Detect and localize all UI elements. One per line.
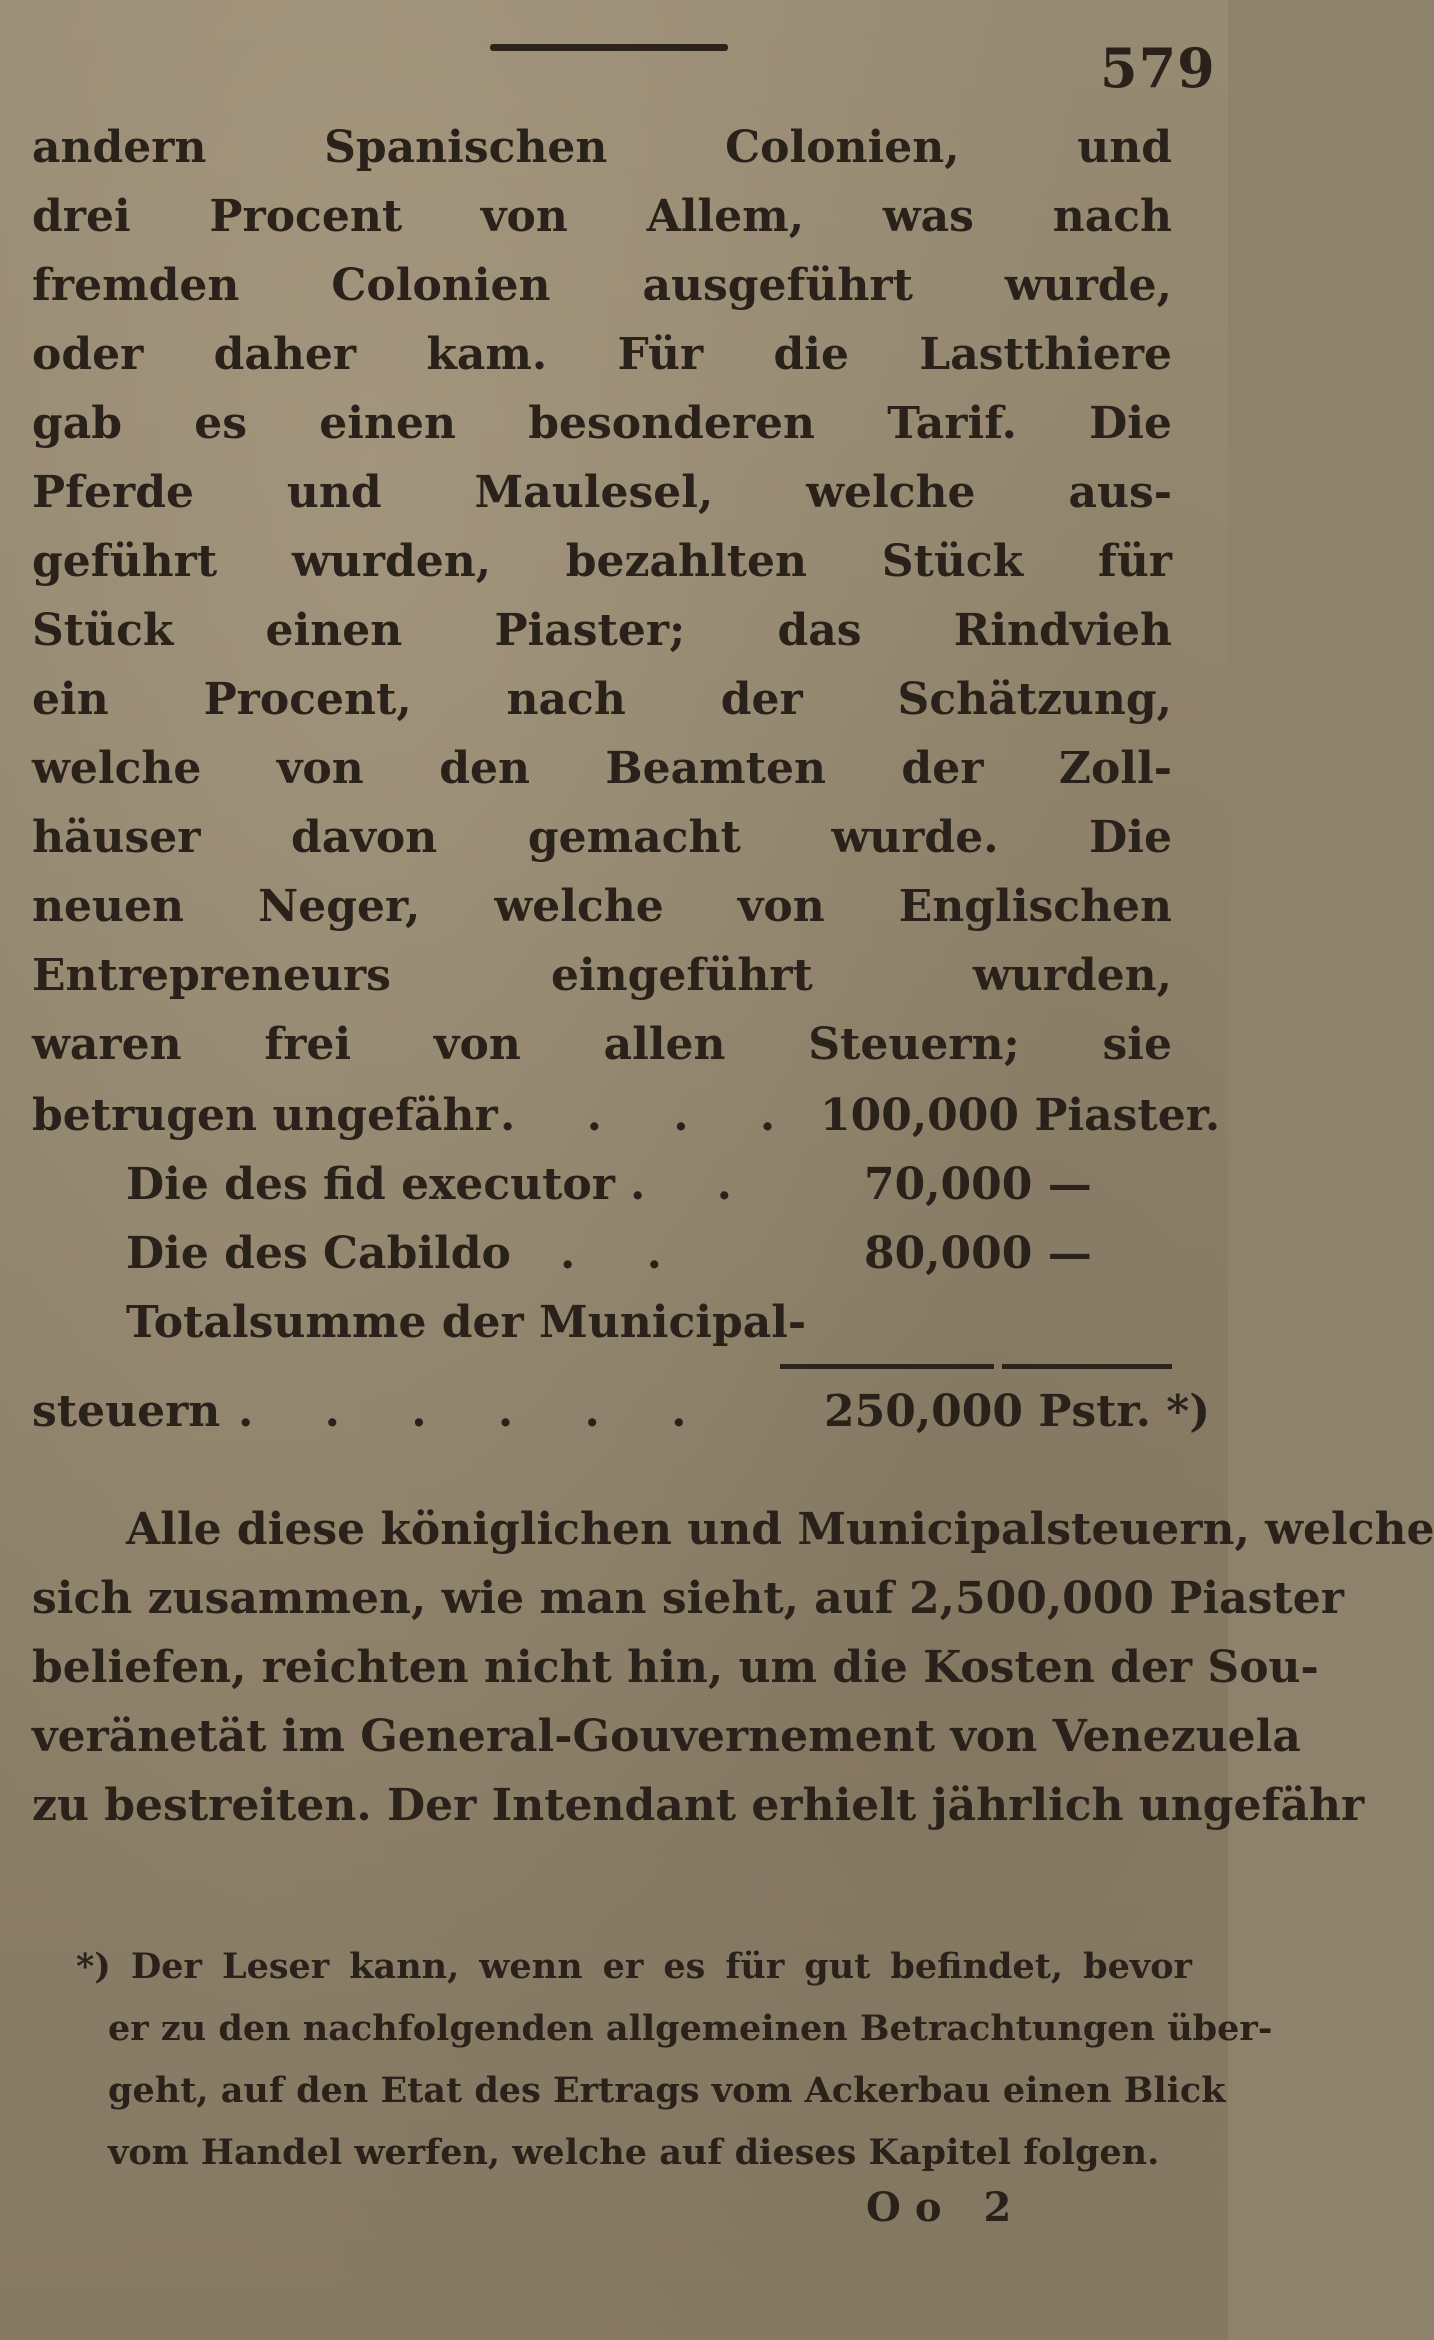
table-row-dots: . . (630, 1159, 760, 1210)
text-line: Entrepreneurs eingeführt wurden, (32, 950, 1172, 1001)
total-label: steuern (32, 1386, 221, 1437)
footnote-line: *) Der Leser kann, wenn er es für gut befindet, bevor (76, 1946, 1192, 1987)
text-line: neuen Neger, welche von Englischen (32, 881, 1172, 932)
page-number: 579 (1100, 36, 1216, 100)
text-line: beliefen, reichten nicht hin, um die Kosten der Sou- (32, 1642, 1319, 1693)
text-line: waren frei von allen Steuern; sie (32, 1019, 1172, 1070)
text-line: häuser davon gemacht wurde. Die (32, 812, 1172, 863)
text-line: zu bestreiten. Der Intendant erhielt jährlich ungefähr (32, 1780, 1365, 1831)
sum-rule (1002, 1364, 1172, 1369)
total-dots: . . . . . . (238, 1386, 715, 1437)
total-amount: 250,000 Pstr. *) (824, 1386, 1211, 1437)
header-rule (490, 44, 728, 51)
table-row-amount: 80,000 — (864, 1228, 1092, 1279)
text-line: Pferde und Maulesel, welche aus- (32, 467, 1172, 518)
table-row-label: betrugen ungefähr (32, 1090, 498, 1141)
sum-rule (780, 1364, 994, 1369)
table-row-label: Die des Cabildo (126, 1228, 511, 1279)
text-line: sich zusammen, wie man sieht, auf 2,500,000 Piaster (32, 1573, 1344, 1624)
footnote-line: geht, auf den Etat des Ertrags vom Ackerbau einen Blick (108, 2070, 1226, 2111)
total-label: Totalsumme der Municipal- (126, 1297, 807, 1348)
text-line: drei Procent von Allem, was nach (32, 191, 1172, 242)
text-line: welche von den Beamten der Zoll- (32, 743, 1172, 794)
table-row-label: Die des fid executor (126, 1159, 615, 1210)
signature-mark: Oo 2 (866, 2184, 1026, 2231)
text-line: Alle diese königlichen und Municipalsteuern, welche (126, 1504, 1434, 1555)
text-line: oder daher kam. Für die Lastthiere (32, 329, 1172, 380)
text-line: geführt wurden, bezahlten Stück für (32, 536, 1172, 587)
text-line: fremden Colonien ausgeführt wurde, (32, 260, 1172, 311)
text-line: andern Spanischen Colonien, und (32, 122, 1172, 173)
footnote-line: vom Handel werfen, welche auf dieses Kapitel folgen. (108, 2132, 1160, 2173)
table-row-amount: 100,000 Piaster. (820, 1090, 1221, 1141)
table-row-dots: . . (560, 1228, 690, 1279)
text-line: ein Procent, nach der Schätzung, (32, 674, 1172, 725)
text-line: Stück einen Piaster; das Rindvieh (32, 605, 1172, 656)
footnote-line: er zu den nachfolgenden allgemeinen Betrachtungen über- (108, 2008, 1273, 2049)
text-line: veränetät im General-Gouvernement von Venezuela (32, 1711, 1301, 1762)
table-row-dots: . . . . (500, 1090, 804, 1141)
text-line: gab es einen besonderen Tarif. Die (32, 398, 1172, 449)
table-row-amount: 70,000 — (864, 1159, 1092, 1210)
